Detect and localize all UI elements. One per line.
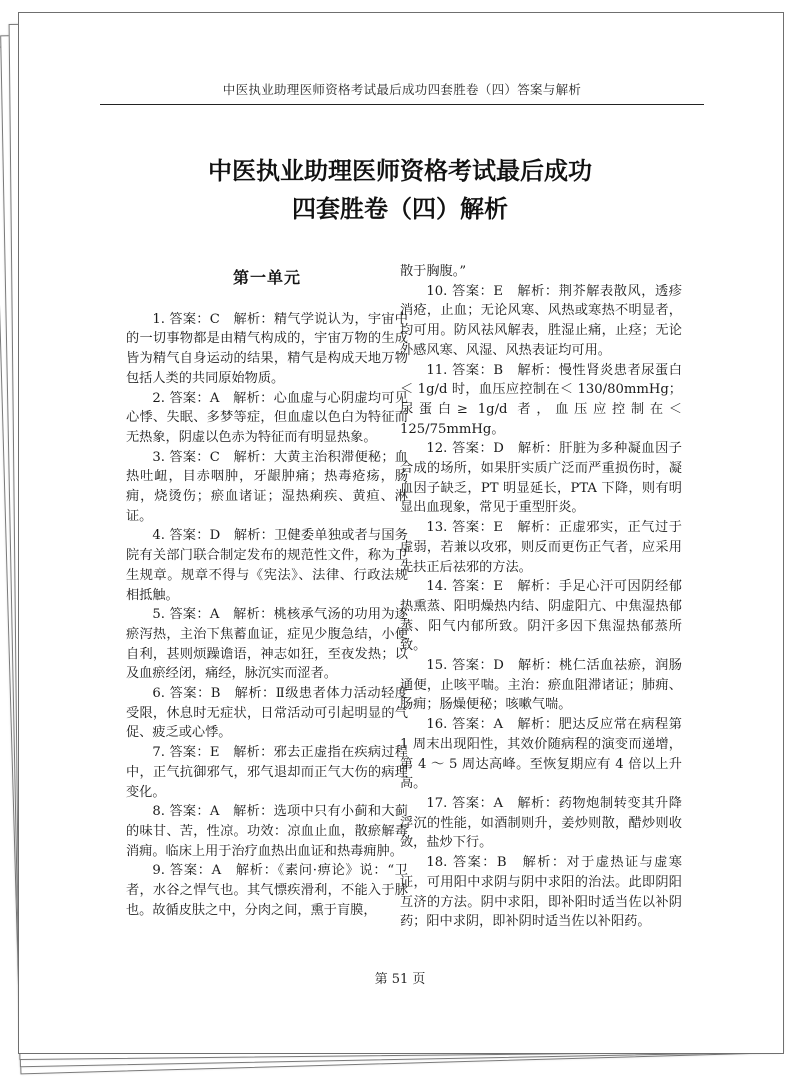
section-heading: 第一单元 [232, 268, 301, 287]
answer-item: 13. 答案：E 解析：正虚邪实，正气过于虚弱，若兼以攻邪，则反而更伤正气者，应采用先扶正后祛邪的方法。 [400, 520, 682, 575]
answer-item: 12. 答案：D 解析：肝脏为多种凝血因子合成的场所，如果肝实质广泛而严重损伤时，凝血因子缺乏，PT 明显延长，PTA 下降，则有明显出血现象，常见于重型肝炎。 [400, 441, 682, 516]
answer-item: 1. 答案：C 解析：精气学说认为，宇宙中的一切事物都是由精气构成的，宇宙万物的生成皆为精气自身运动的结果，精气是构成天地万物包括人类的共同原始物质。 [126, 311, 408, 386]
answer-item: 18. 答案：B 解析：对于虚热证与虚寒证，可用阳中求阴与阴中求阳的治法。此即阴阳互济的方法。阴中求阳，即补阳时适当佐以补阴药；阳中求阴，即补阴时适当佐以补阳药。 [400, 855, 682, 930]
answer-item: 9. 答案：A 解析：《素问·痹论》说：“卫者，水谷之悍气也。其气慓疾滑利，不能入于脉也。故循皮肤之中，分肉之间，熏于肓膜， [126, 863, 408, 918]
right-column [400, 262, 682, 932]
page-title [0, 152, 800, 228]
answer-continuation: 散于胸腹。” [400, 264, 467, 279]
title-line-1: 中医执业助理医师资格考试最后成功 [208, 157, 592, 185]
answer-item: 11. 答案：B 解析：慢性肾炎患者尿蛋白＜ 1g/d 时，血压应控制在＜ 130/80mmHg；尿蛋白≥ 1g/d 者，血压应控制在＜ 125/75mmHg。 [400, 362, 682, 437]
answer-item: 3. 答案：C 解析：大黄主治积滞便秘；血热吐衄，目赤咽肿，牙龈肿痛；热毒疮疡，肠痈，烧烫伤；瘀血诸证；湿热痢疾、黄疸、淋证。 [126, 449, 408, 524]
answer-item: 6. 答案：B 解析：Ⅱ级患者体力活动轻度受限，休息时无症状，日常活动可引起明显的气促、疲乏或心悸。 [126, 686, 408, 741]
answer-item: 10. 答案：E 解析：荆芥解表散风，透疹消疮，止血；无论风寒、风热或寒热不明显者，均可用。防风祛风解表，胜湿止痛，止痉；无论外感风寒、风湿、风热表证均可用。 [400, 283, 682, 358]
answer-item: 15. 答案：D 解析：桃仁活血祛瘀，润肠通便，止咳平喘。主治：瘀血阻滞诸证；肺痈、肠痈；肠燥便秘；咳嗽气喘。 [400, 658, 682, 713]
answer-item: 7. 答案：E 解析：邪去正虚指在疾病过程中，正气抗御邪气，邪气退却而正气大伤的病理变化。 [126, 745, 408, 800]
answer-item: 2. 答案：A 解析：心血虚与心阴虚均可见心悸、失眠、多梦等症，但血虚以色白为特征而无热象，阴虚以色赤为特征而有明显热象。 [126, 390, 408, 445]
answer-item: 16. 答案：A 解析：肥达反应常在病程第 1 周末出现阳性，其效价随病程的演变而递增，第 4 ～ 5 周达高峰。至恢复期应有 4 倍以上升高。 [400, 717, 682, 792]
answer-item: 8. 答案：A 解析：选项中只有小蓟和大蓟的味甘、苦，性凉。功效：凉血止血，散瘀解毒消痈。临床上用于治疗血热出血证和热毒痈肿。 [126, 804, 408, 859]
answer-item: 5. 答案：A 解析：桃核承气汤的功用为逐瘀泻热，主治下焦蓄血证，症见少腹急结，小便自利，甚则烦躁谵语，神志如狂，至夜发热；以及血瘀经闭，痛经，脉沉实而涩者。 [126, 607, 408, 682]
title-line-2: 四套胜卷（四）解析 [292, 195, 508, 223]
answer-item: 4. 答案：D 解析：卫健委单独或者与国务院有关部门联合制定发布的规范性文件，称为卫生规章。规章不得与《宪法》、法律、行政法规相抵触。 [126, 528, 408, 603]
answer-item: 14. 答案：E 解析：手足心汗可因阴经郁热熏蒸、阳明燥热内结、阴虚阳亢、中焦湿热郁蒸、阳气内郁所致。阴汗多因下焦湿热郁蒸所致。 [400, 579, 682, 654]
page-number: 第 51 页 [374, 972, 426, 987]
answer-item: 17. 答案：A 解析：药物炮制转变其升降浮沉的性能，如酒制则升，姜炒则散，醋炒则收敛，盐炒下行。 [400, 795, 682, 851]
running-header: 中医执业助理医师资格考试最后成功四套胜卷（四）答案与解析 [100, 80, 704, 105]
left-column [126, 262, 408, 921]
